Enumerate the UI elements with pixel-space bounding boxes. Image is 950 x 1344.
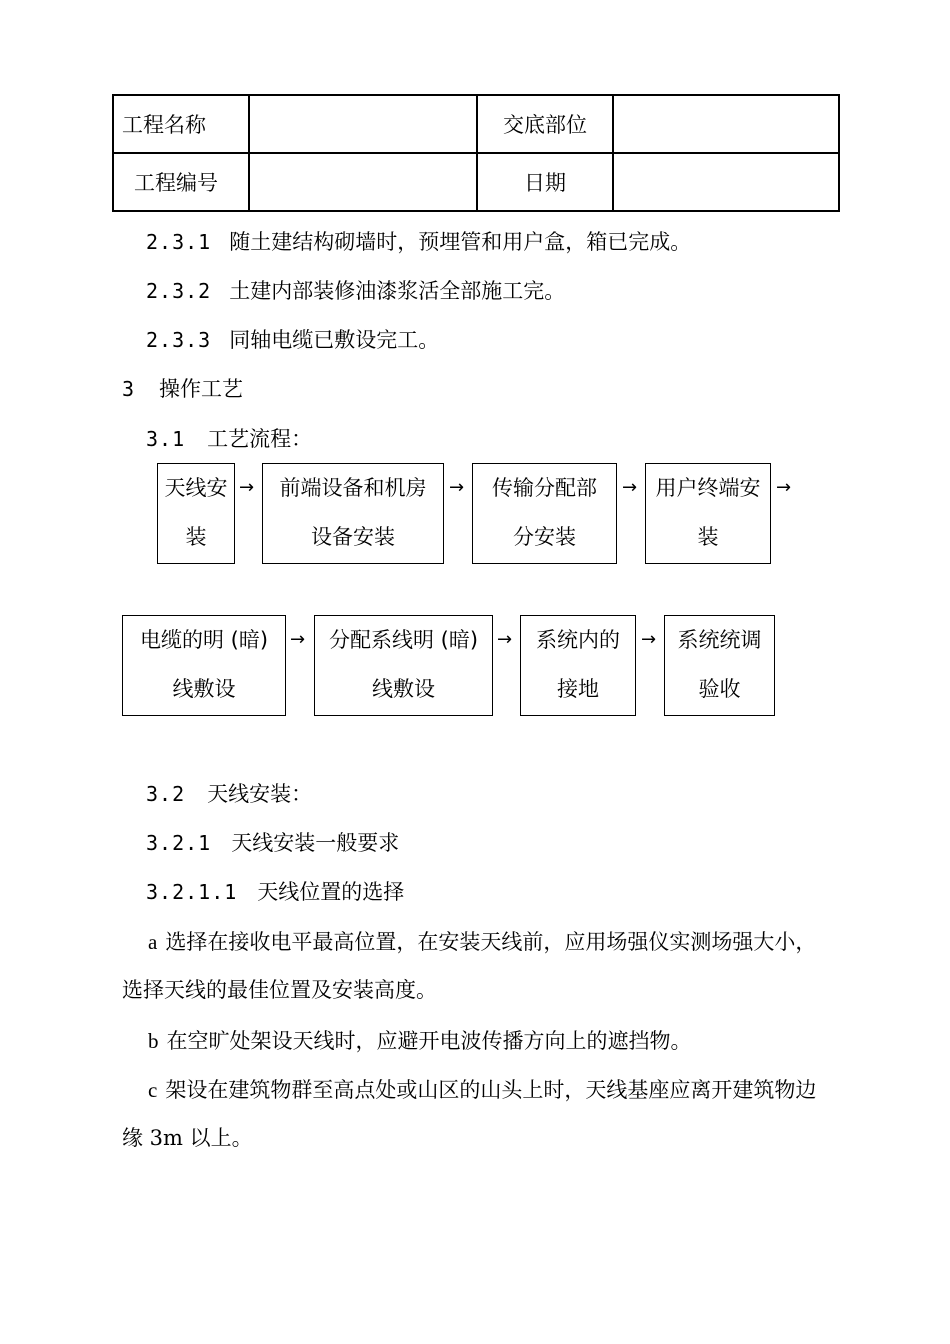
project-no-value	[249, 153, 477, 211]
prereq-item	[146, 276, 565, 306]
project-name-value	[249, 95, 477, 153]
project-no-label: 工程编号	[113, 153, 249, 211]
subsection-number: 3.2.1	[146, 831, 212, 855]
handover-part-value	[613, 95, 839, 153]
list-item	[122, 918, 834, 1014]
subsection-title: 天线安装一般要求	[231, 831, 400, 855]
section-number: 3	[122, 377, 136, 401]
flow-arrow: →	[290, 629, 306, 650]
flow-step-cable-laying: 电缆的明 (暗) 线敷设	[122, 615, 286, 716]
prereq-text: 随土建结构砌墙时，预埋管和用户盒，箱已完成。	[229, 230, 692, 254]
flow-arrow: →	[239, 477, 255, 498]
flow-step-antenna-install: 天线安 装	[157, 463, 235, 564]
item-text: 架设在建筑物群至高点处或山区的山头上时，天线基座应离开建筑物边缘 3m 以上。	[122, 1078, 817, 1150]
prereq-text: 同轴电缆已敷设完工。	[229, 328, 440, 352]
handover-part-label: 交底部位	[477, 95, 613, 153]
flow-arrow: →	[449, 477, 465, 498]
subsection-heading	[146, 877, 404, 907]
item-marker: a	[148, 930, 158, 954]
flow-step-headend-install: 前端设备和机房 设备安装	[262, 463, 444, 564]
flow-step-grounding: 系统内的 接地	[520, 615, 636, 716]
subsection-heading	[146, 779, 312, 809]
subsection-heading	[146, 828, 399, 858]
prereq-text: 土建内部装修油漆浆活全部施工完。	[229, 279, 566, 303]
prereq-item	[146, 325, 439, 355]
prereq-number: 2.3.3	[146, 328, 212, 352]
subsection-heading	[146, 424, 312, 454]
project-name-label: 工程名称	[113, 95, 249, 153]
flow-arrow: →	[641, 629, 657, 650]
prereq-number: 2.3.1	[146, 230, 212, 254]
header-table	[112, 94, 840, 212]
flow-step-terminal-install: 用户终端安 装	[645, 463, 771, 564]
flow-arrow: →	[776, 477, 792, 498]
subsection-title: 天线安装：	[207, 782, 313, 806]
date-value	[613, 153, 839, 211]
section-title: 操作工艺	[159, 377, 244, 401]
item-text: 在空旷处架设天线时，应避开电波传播方向上的遮挡物。	[166, 1029, 692, 1053]
subsection-number: 3.2.1.1	[146, 880, 238, 904]
flow-step-distribution-install: 传输分配部 分安装	[472, 463, 617, 564]
item-marker: c	[148, 1078, 158, 1102]
flow-step-acceptance: 系统统调 验收	[664, 615, 775, 716]
subsection-number: 3.1	[146, 427, 186, 451]
subsection-title: 工艺流程：	[207, 427, 313, 451]
list-item	[122, 1066, 834, 1162]
flow-step-distribution-line-laying: 分配系线明 (暗) 线敷设	[314, 615, 493, 716]
section-heading	[122, 374, 243, 404]
item-marker: b	[148, 1029, 159, 1053]
prereq-item	[146, 227, 691, 257]
flow-arrow: →	[497, 629, 513, 650]
item-text: 选择在接收电平最高位置，在安装天线前，应用场强仪实测场强大小，选择天线的最佳位置及安装高度。	[122, 930, 817, 1002]
subsection-title: 天线位置的选择	[257, 880, 405, 904]
list-item	[122, 1017, 834, 1065]
flow-arrow: →	[622, 477, 638, 498]
subsection-number: 3.2	[146, 782, 186, 806]
prereq-number: 2.3.2	[146, 279, 212, 303]
date-label: 日期	[477, 153, 613, 211]
